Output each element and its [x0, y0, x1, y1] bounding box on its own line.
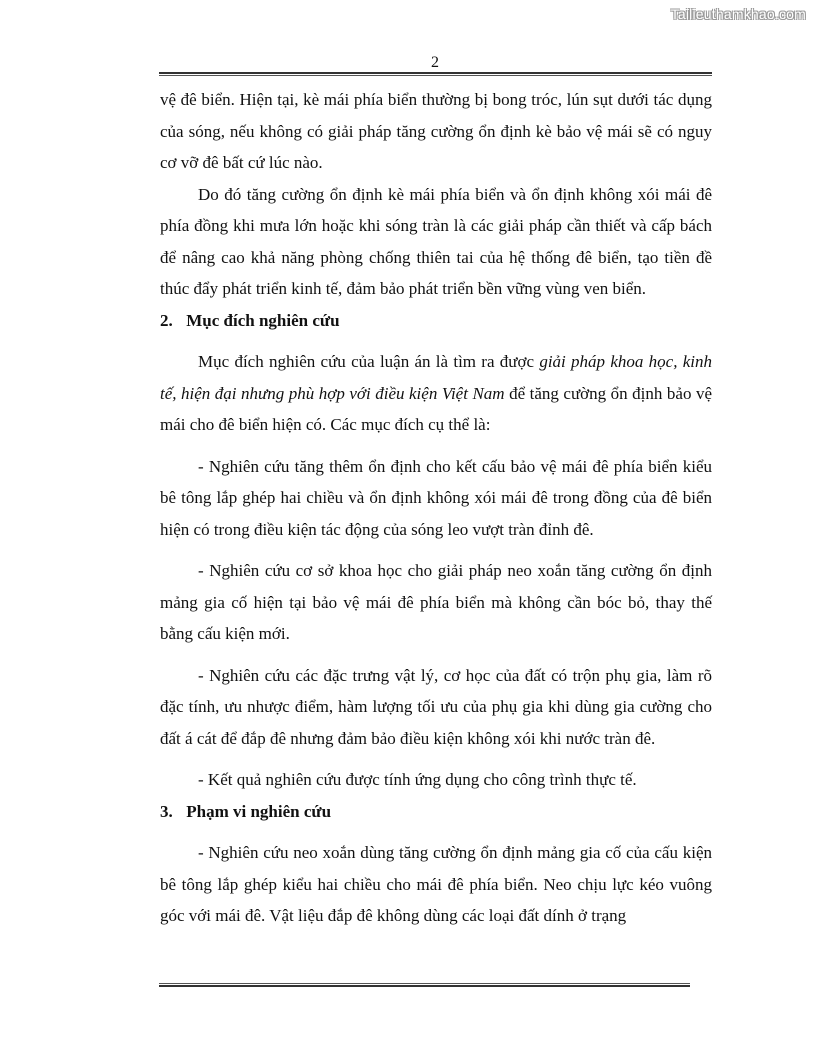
section-heading-purpose [160, 305, 712, 337]
bullet-item: - Nghiên cứu tăng thêm ổn định cho kết cấu bảo vệ mái đê phía biển kiểu bê tông lắp ghép hai chiều và ổn định không xói mái đê trong đồng của đê biển hiện có trong điều kiện tác động của sóng leo vượt tràn đỉnh đê. [160, 456, 712, 539]
purpose-text-italic: giải pháp khoa học, kinh tế, hiện đại nhưng phù hợp với điều kiện Việt Nam [160, 352, 712, 403]
section-number: 3. [160, 801, 173, 821]
header-rule [159, 72, 712, 76]
section-number: 2. [160, 310, 173, 330]
section-heading-scope [160, 796, 712, 828]
paragraph-continuation: vệ đê biển. Hiện tại, kè mái phía biển thường bị bong tróc, lún sụt dưới tác dụng của sóng, nếu không có giải pháp tăng cường ổn định kè bảo vệ mái sẽ có nguy cơ vỡ đê bất cứ lúc nào. [160, 90, 712, 172]
footer-rule [159, 983, 690, 987]
section-title: Mục đích nghiên cứu [186, 310, 340, 330]
paragraph-purpose [160, 346, 712, 441]
watermark: Tailieuthamkhao.com [670, 6, 806, 22]
purpose-text-end: để tăng cường ổn định bảo vệ mái cho đê biển hiện có. Các mục đích cụ thể là: [160, 383, 712, 434]
paragraph-motivation: Do đó tăng cường ổn định kè mái phía biển và ổn định không xói mái đê phía đồng khi mưa lớn hoặc khi sóng tràn là các giải pháp cần thiết và cấp bách để nâng cao khả năng phòng chống thiên tai của hệ thống đê biển, tạo tiền đề thúc đẩy phát triển kinh tế, đảm bảo phát triển bền vững vùng ven biển. [160, 184, 712, 298]
page-number: 2 [431, 54, 439, 71]
bullet-item: - Nghiên cứu cơ sở khoa học cho giải pháp neo xoắn tăng cường ổn định mảng gia cố hiện tại bảo vệ mái đê phía biển mà không cần bóc bỏ, thay thế bằng cấu kiện mới. [160, 561, 712, 643]
bullet-item: - Kết quả nghiên cứu được tính ứng dụng cho công trình thực tế. [198, 770, 637, 789]
section-title: Phạm vi nghiên cứu [186, 801, 332, 821]
page-body [160, 84, 712, 932]
paragraph-scope: - Nghiên cứu neo xoắn dùng tăng cường ổn định mảng gia cố của cấu kiện bê tông lắp ghép kiểu hai chiều cho mái đê phía biển. Neo chịu lực kéo vuông góc với mái đê. Vật liệu đắp đê không dùng các loại đất dính ở trạng [160, 843, 712, 925]
bullet-item: - Nghiên cứu các đặc trưng vật lý, cơ học của đất có trộn phụ gia, làm rõ đặc tính, ưu nhược điểm, hàm lượng tối ưu của phụ gia khi dùng gia cường cho đất á cát để đắp đê nhưng đảm bảo điều kiện không xói khi nước tràn đê. [160, 665, 712, 748]
purpose-text-start: Mục đích nghiên cứu của luận án là tìm ra được [198, 352, 540, 371]
